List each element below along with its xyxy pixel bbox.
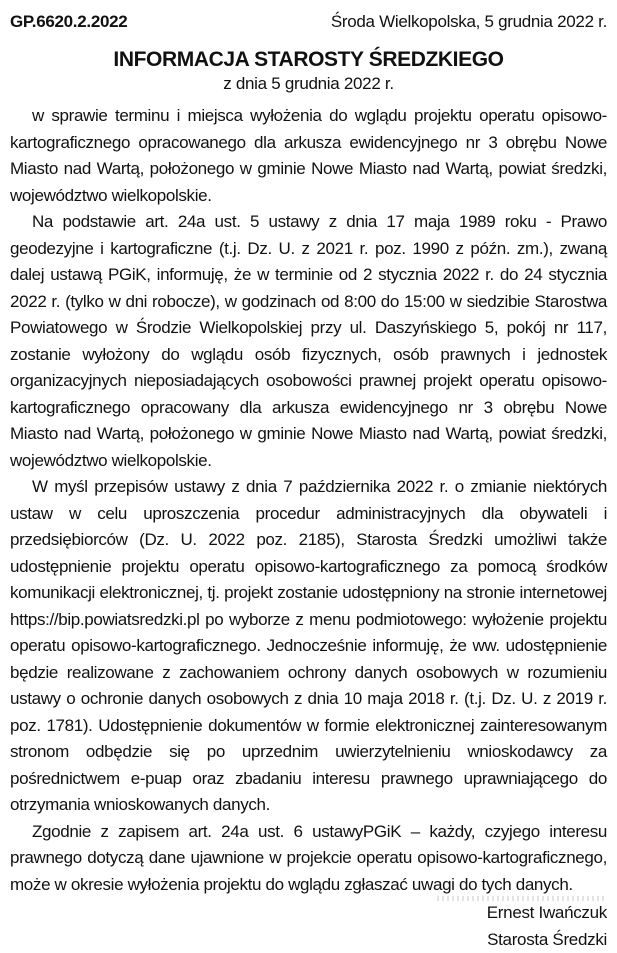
- signatory-name: Ernest Iwańczuk: [10, 900, 607, 927]
- signatory-title: Starosta Średzki: [10, 927, 607, 953]
- cutoff-text-remnant: [437, 896, 605, 901]
- paragraph-electronic-access: W myśl przepisów ustawy z dnia 7 października 2022 r. o zmianie niektórych ustaw w celu uproszczenia procedur administracyjnych dla obywateli i przedsiębiorców (Dz. U. 2022 poz. 2185), Starosta Średzki umożliwi także udostępnienie projektu operatu opisowo-kartograficznego za pomocą środków komunikacji elektronicznej, tj. projekt zostanie udostępniony na stronie internetowej https://bip.powiatsredzki.pl po wyborze z menu podmiotowego: wyłożenie projektu operatu opisowo-kartograficznego. Jednocześnie informuję, że ww. udostępnienie będzie realizowane z zachowaniem ochrony danych osobowych w rozumieniu ustawy o ochronie danych osobowych z dnia 10 maja 2018 r. (t.j. Dz. U. z 2019 r. poz. 1781). Udostępnienie dokumentów w formie elektronicznej zainteresowanym stronom odbędzie się po uprzednim uwierzytelnieniu wnioskodawcy za pośrednictwem e-puap oraz zbadaniu interesu prawnego uprawniającego do otrzymania wnioskowanych danych.: [10, 474, 607, 819]
- paragraph-remarks-right: Zgodnie z zapisem art. 24a ust. 6 ustawyPGiK – każdy, czyjego interesu prawnego dotyczą dane ujawnione w projekcie operatu opisowo-kartograficznego, może w okresie wyłożenia projektu do wglądu zgłaszać uwagi do tych danych.: [10, 819, 607, 899]
- paragraph-subject: w sprawie terminu i miejsca wyłożenia do wglądu projektu operatu opisowo-kartograficznego opracowanego dla arkusza ewidencyjnego nr 3 obrębu Nowe Miasto nad Wartą, położonego w gminie Nowe Miasto nad Wartą, powiat średzki, województwo wielkopolskie.: [10, 103, 607, 209]
- reference-number: GP.6620.2.2022: [10, 10, 127, 34]
- document-body: [10, 103, 607, 898]
- document-title: INFORMACJA STAROSTY ŚREDZKIEGO: [10, 48, 607, 72]
- signature-block: [10, 900, 607, 953]
- place-and-date: Środa Wielkopolska, 5 grudnia 2022 r.: [331, 10, 607, 34]
- document-subtitle: z dnia 5 grudnia 2022 r.: [10, 74, 607, 94]
- document-header: [10, 10, 607, 34]
- paragraph-legal-basis: Na podstawie art. 24a ust. 5 ustawy z dnia 17 maja 1989 roku - Prawo geodezyjne i kartograficzne (t.j. Dz. U. z 2021 r. poz. 1990 z późn. zm.), zwaną dalej ustawą PGiK, informuję, że w terminie od 2 stycznia 2022 r. do 24 stycznia 2022 r. (tylko w dni robocze), w godzinach od 8:00 do 15:00 w siedzibie Starostwa Powiatowego w Środzie Wielkopolskiej przy ul. Daszyńskiego 5, pokój nr 117, zostanie wyłożony do wglądu osób fizycznych, osób prawnych i jednostek organizacyjnych nieposiadających osobowości prawnej projekt operatu opisowo-kartograficznego opracowany dla arkusza ewidencyjnego nr 3 obrębu Nowe Miasto nad Wartą, położonego w gminie Nowe Miasto nad Wartą, powiat średzki, województwo wielkopolskie.: [10, 209, 607, 474]
